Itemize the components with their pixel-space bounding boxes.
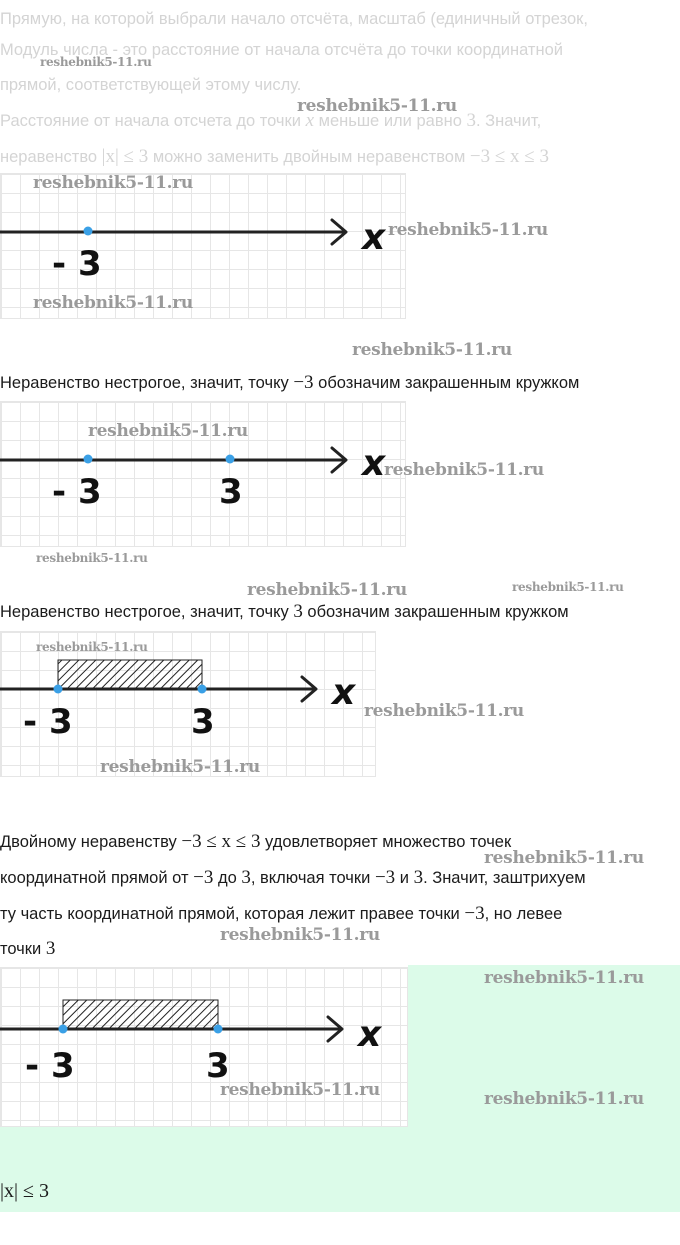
- watermark: reshebnik5-11.ru: [220, 925, 380, 945]
- figure-4-label-minus3: - 3: [25, 1046, 75, 1086]
- step-2-text: Неравенство нестрогое, значит, точку −3 обозначим закрашенным кружком: [0, 372, 580, 393]
- watermark: reshebnik5-11.ru: [352, 340, 512, 360]
- figure-3-label-minus3: - 3: [23, 702, 73, 742]
- figure-3-axis-label: x: [332, 672, 356, 713]
- watermark: reshebnik5-11.ru: [220, 1080, 380, 1100]
- intro-line-5: неравенство |x| ≤ 3 можно заменить двойным неравенством −3 ≤ x ≤ 3: [0, 146, 549, 167]
- final-line-2: координатной прямой от −3 до 3, включая точки −3 и 3. Значит, заштрихуем: [0, 867, 586, 888]
- watermark: reshebnik5-11.ru: [388, 220, 548, 240]
- answer-text: |x| ≤ 3: [0, 1180, 49, 1202]
- watermark: reshebnik5-11.ru: [36, 551, 148, 565]
- figure-3-label-3: 3: [191, 702, 215, 742]
- answer-panel: [0, 1125, 680, 1212]
- figure-2-label-3: 3: [219, 472, 243, 512]
- intro-line-1: Прямую, на которой выбрали начало отсчёта, масштаб (единичный отрезок,: [0, 10, 588, 28]
- final-line-3: ту часть координатной прямой, которая лежит правее точки −3, но левее: [0, 903, 563, 924]
- watermark: reshebnik5-11.ru: [40, 55, 152, 69]
- figure-2-label-minus3: - 3: [52, 472, 102, 512]
- watermark: reshebnik5-11.ru: [36, 640, 148, 654]
- watermark: reshebnik5-11.ru: [33, 293, 193, 313]
- intro-line-4: Расстояние от начала отсчета до точки x меньше или равно 3. Значит,: [0, 110, 542, 131]
- watermark: reshebnik5-11.ru: [484, 968, 644, 988]
- figure-4-label-3: 3: [206, 1046, 230, 1086]
- figure-1-axis-label: x: [362, 217, 386, 258]
- intro-line-3: прямой, соответствующей этому числу.: [0, 76, 302, 94]
- figure-2-axis-label: x: [362, 443, 386, 484]
- figure-1-label-minus3: - 3: [52, 244, 102, 284]
- watermark: reshebnik5-11.ru: [384, 460, 544, 480]
- intro-line-2: Модуль числа - это расстояние от начала отсчёта до точки координатной: [0, 41, 563, 59]
- watermark: reshebnik5-11.ru: [33, 173, 193, 193]
- watermark: reshebnik5-11.ru: [364, 701, 524, 721]
- watermark: reshebnik5-11.ru: [512, 580, 624, 594]
- figure-4-axis-label: x: [358, 1014, 382, 1055]
- watermark: reshebnik5-11.ru: [100, 757, 260, 777]
- watermark: reshebnik5-11.ru: [484, 1089, 644, 1109]
- watermark: reshebnik5-11.ru: [484, 848, 644, 868]
- final-line-1: Двойному неравенству −3 ≤ x ≤ 3 удовлетворяет множество точек: [0, 831, 512, 852]
- step-3-text: Неравенство нестрогое, значит, точку 3 обозначим закрашенным кружком: [0, 601, 569, 622]
- watermark: reshebnik5-11.ru: [297, 96, 457, 116]
- watermark: reshebnik5-11.ru: [88, 421, 248, 441]
- final-line-4: точки 3: [0, 938, 56, 959]
- watermark: reshebnik5-11.ru: [247, 580, 407, 600]
